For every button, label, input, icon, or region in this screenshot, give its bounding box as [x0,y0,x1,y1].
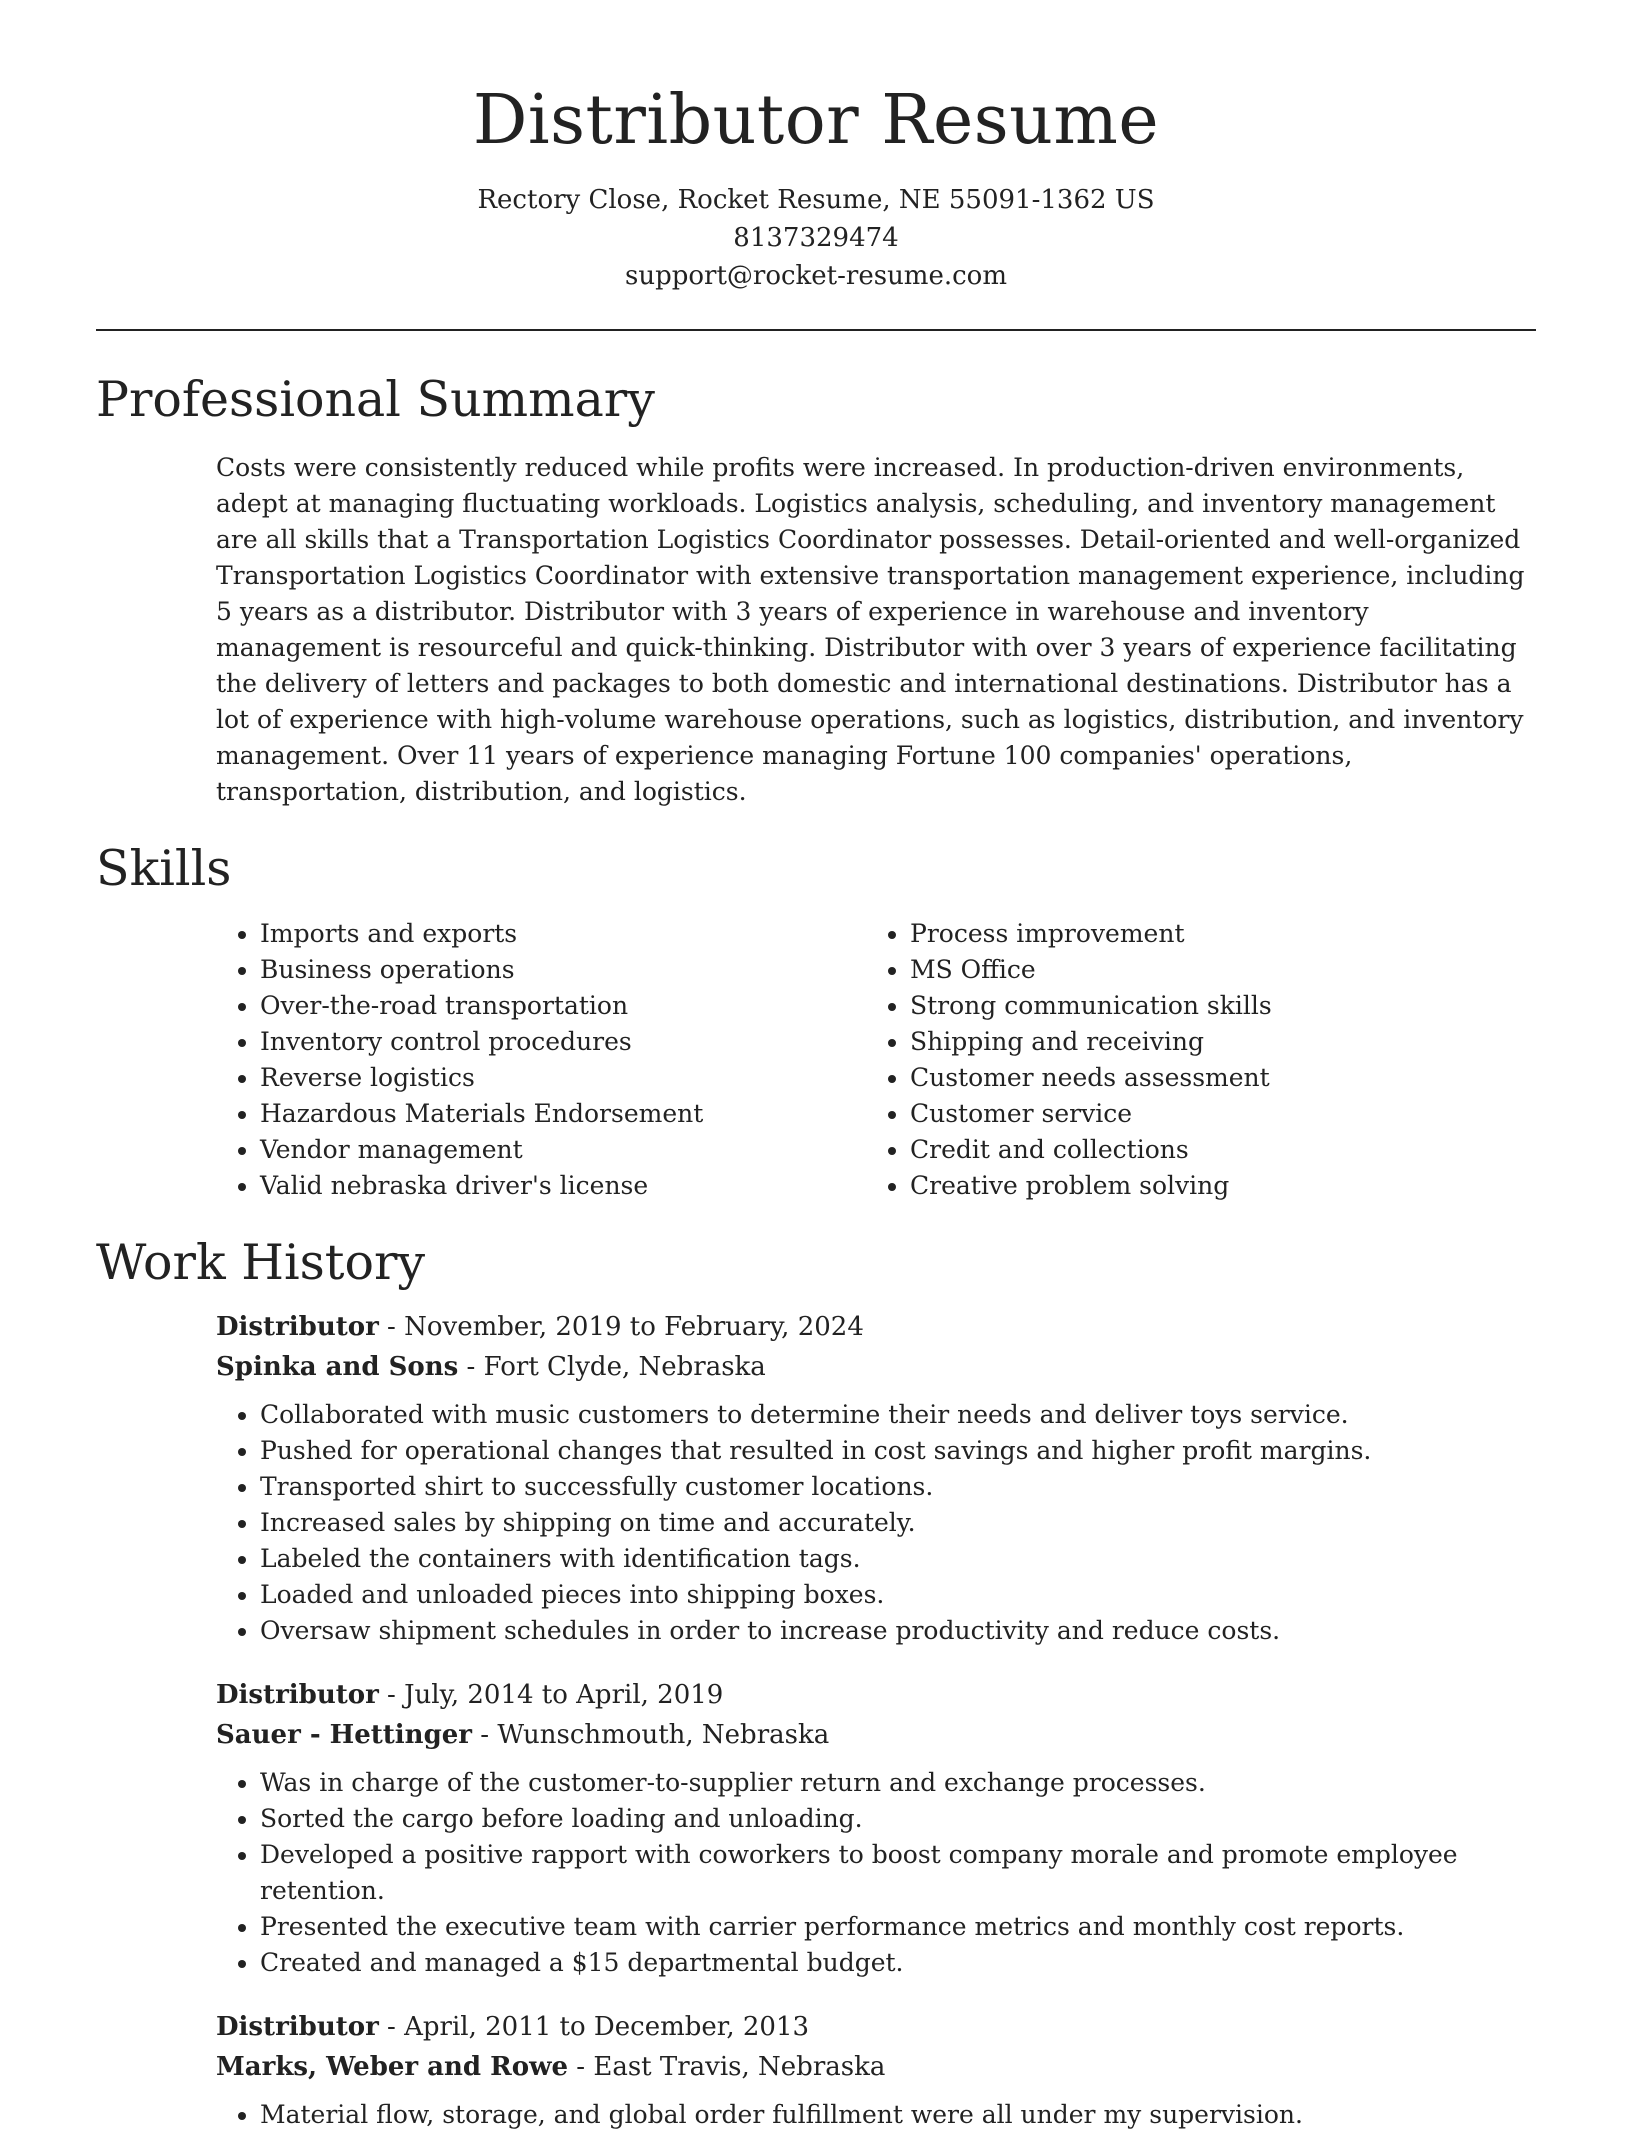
job-duties [216,1397,1536,1649]
skills-list-left [216,916,866,1204]
resume-title: Distributor Resume [472,81,1160,160]
skill-item: • Process improvement [910,916,1272,952]
skill-item: • Valid nebraska driver's license [260,1168,866,1204]
job-company: Sauer - Hettinger [216,1720,472,1751]
work-history-heading: Work History [96,1234,426,1292]
job-separator: - [568,2052,594,2083]
job-entry [216,1675,1536,1981]
skill-item: • Vendor management [260,1132,866,1168]
summary-section [0,371,1632,810]
skill-item: • Customer needs assessment [910,1060,1272,1096]
skill-item: • Creative problem solving [910,1168,1272,1204]
job-duty: • Oversaw shipment schedules in order to increase productivity and reduce costs. [260,1613,1536,1649]
skill-item: • Business operations [260,952,866,988]
job-duties [216,1765,1536,1981]
job-location: Wunschmouth, Nebraska [497,1720,830,1751]
skill-item: • Customer service [910,1096,1272,1132]
summary-text: Costs were consistently reduced while profits were increased. In production-driven environments, adept at managing fluctuating workloads. Logistics analysis, scheduling, and inventory management are all skills that a Transportation Logistics Coordinator possesses. Detail-oriented and well-organized Transportation Logistics Coordinator with extensive transportation management experience, including 5 years as a distributor. Distributor with 3 years of experience in warehouse and inventory management is resourceful and quick-thinking. Distributor with over 3 years of experience facilitating the delivery of letters and packages to both domestic and international destinations. Distributor has a lot of experience with high-volume warehouse operations, such as logistics, distribution, and inventory management. Over 11 years of experience managing Fortune 100 companies' operations, transportation, distribution, and logistics. [216,452,1525,806]
skills-columns [216,916,1632,1204]
job-duty: • Sorted the cargo before loading and unloading. [260,1801,1536,1837]
job-separator: - [378,1312,405,1343]
job-duty: • Labeled the containers with identification tags. [260,1541,1536,1577]
job-duties [216,2097,1536,2133]
job-location: Fort Clyde, Nebraska [483,1352,766,1383]
job-duty: • Was in charge of the customer-to-supplier return and exchange processes. [260,1765,1536,1801]
job-dates: April, 2011 to December, 2013 [404,2012,810,2043]
skills-heading: Skills [96,839,232,897]
job-title-line [216,1675,1536,1715]
job-separator: - [378,2012,405,2043]
header-divider [96,329,1536,331]
job-dates: July, 2014 to April, 2019 [404,1680,724,1711]
job-entry [216,1307,1536,1649]
skill-item: • MS Office [910,952,1272,988]
skill-item: • Credit and collections [910,1132,1272,1168]
job-duty: • Material flow, storage, and global order fulfillment were all under my supervision. [260,2097,1536,2133]
job-duty: • Created and managed a $15 departmental budget. [260,1945,1536,1981]
job-company-line [216,1715,1536,1755]
job-duty: • Developed a positive rapport with coworkers to boost company morale and promote employee retention. [260,1837,1536,1909]
job-title: Distributor [216,2012,379,2043]
job-separator: - [378,1680,405,1711]
job-duty: • Collaborated with music customers to determine their needs and deliver toys service. [260,1397,1536,1433]
skill-item: • Strong communication skills [910,988,1272,1024]
skill-item: • Inventory control procedures [260,1024,866,1060]
job-duty: • Increased sales by shipping on time and accurately. [260,1505,1536,1541]
work-history-section [0,1234,1632,2133]
skill-item: • Shipping and receiving [910,1024,1272,1060]
resume-header [0,0,1632,295]
job-duty: • Loaded and unloaded pieces into shipping boxes. [260,1577,1536,1613]
job-duty: • Presented the executive team with carrier performance metrics and monthly cost reports. [260,1909,1536,1945]
job-title: Distributor [216,1312,379,1343]
job-duty: • Pushed for operational changes that resulted in cost savings and higher profit margins. [260,1433,1536,1469]
skills-list-right [866,916,1272,1204]
job-title-line [216,1307,1536,1347]
contact-address: Rectory Close, Rocket Resume, NE 55091-1362 US [477,184,1155,215]
job-company-line [216,2047,1536,2087]
skill-item: • Imports and exports [260,916,866,952]
job-title: Distributor [216,1680,379,1711]
job-company-line [216,1347,1536,1387]
job-duty: • Transported shirt to successfully customer locations. [260,1469,1536,1505]
contact-email: support@rocket-resume.com [624,260,1007,291]
job-separator: - [472,1720,498,1751]
job-title-line [216,2007,1536,2047]
job-company: Marks, Weber and Rowe [216,2052,569,2083]
skill-item: • Reverse logistics [260,1060,866,1096]
job-company: Spinka and Sons [216,1352,459,1383]
skill-item: • Over-the-road transportation [260,988,866,1024]
job-entry [216,2007,1536,2133]
skills-section [0,840,1632,1205]
job-separator: - [458,1352,484,1383]
job-dates: November, 2019 to February, 2024 [404,1312,864,1343]
skill-item: • Hazardous Materials Endorsement [260,1096,866,1132]
job-location: East Travis, Nebraska [593,2052,886,2083]
contact-phone: 8137329474 [733,222,899,253]
summary-heading: Professional Summary [96,370,655,428]
